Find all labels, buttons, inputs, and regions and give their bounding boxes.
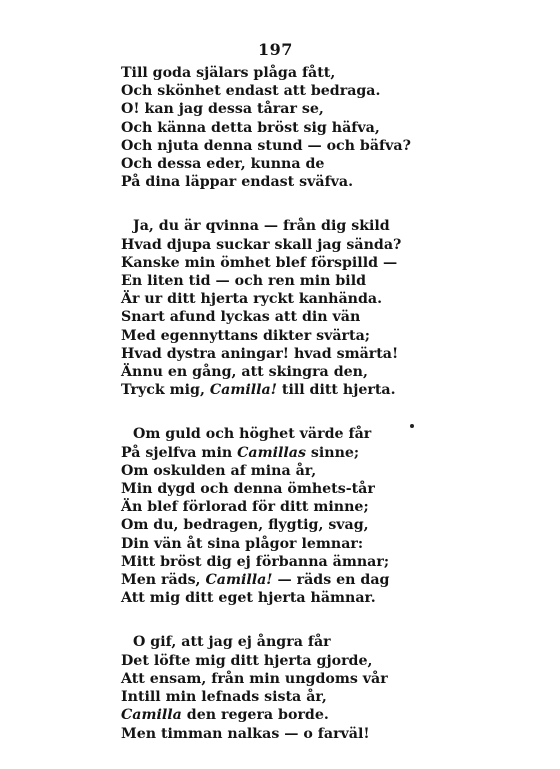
poem-line: Och dessa eder, kunna de <box>121 156 325 173</box>
poem-line: Om guld och höghet värde får <box>133 426 372 443</box>
poem-line: Min dygd och denna ömhets-tår <box>121 481 375 498</box>
poem-line: Om oskulden af mina år, <box>121 462 317 479</box>
poem <box>121 64 421 769</box>
poem-line: Snart afund lyckas att din vän <box>121 309 361 326</box>
text-run: På sjelfva min <box>121 444 238 461</box>
poem-line: Men timman nalkas — o farväl! <box>121 725 370 742</box>
text-run: Tryck mig, <box>121 382 210 399</box>
ink-speck <box>410 424 414 428</box>
text-run: — räds en dag <box>272 572 390 589</box>
poem-line: Mitt bröst dig ej förbanna ämnar; <box>121 553 390 570</box>
poem-line <box>121 571 421 589</box>
text-run: till ditt hjerta. <box>276 382 396 399</box>
text-run: den regera borde. <box>181 707 329 724</box>
poem-line: En liten tid — och ren min bild <box>121 273 366 290</box>
poem-line: Är ur ditt hjerta ryckt kanhända. <box>121 291 383 308</box>
poem-line: Och känna detta bröst sig häfva, <box>121 119 380 136</box>
text-run-italic: Camilla! <box>205 572 273 589</box>
stanza-1 <box>121 64 421 191</box>
text-run-italic: Camilla <box>121 707 182 724</box>
poem-line <box>121 381 421 399</box>
text-run: sinne; <box>305 444 360 461</box>
stanza-4 <box>121 633 421 742</box>
poem-line: Ja, du är qvinna — från dig skild <box>133 218 390 235</box>
poem-line: Till goda själars plåga fått, <box>121 65 336 81</box>
poem-line: Hvad dystra aningar! hvad smärta! <box>121 345 399 362</box>
poem-line: Kanske min ömhet blef förspilld — <box>121 254 398 271</box>
poem-line: På dina läppar endast sväfva. <box>121 174 354 191</box>
text-run: Men räds, <box>121 572 206 589</box>
stanza-3 <box>121 425 421 607</box>
text-run-italic: Camillas <box>237 444 306 461</box>
poem-line: Din vän åt sina plågor lemnar: <box>121 535 364 552</box>
poem-line: Hvad djupa suckar skall jag sända? <box>121 236 402 253</box>
poem-line: Att mig ditt eget hjerta hämnar. <box>121 590 376 607</box>
poem-line: Om du, bedragen, flygtig, svag, <box>121 517 369 534</box>
poem-line: Intill min lefnads sista år, <box>121 689 327 706</box>
stanza-2 <box>121 217 421 399</box>
poem-line: O! kan jag dessa tårar se, <box>121 101 324 118</box>
poem-line <box>121 444 421 462</box>
poem-line: Att ensam, från min ungdoms vår <box>121 670 388 687</box>
poem-line: Det löfte mig ditt hjerta gjorde, <box>121 652 373 669</box>
poem-line: Än blef förlorad för ditt minne; <box>121 499 369 516</box>
page-number: 197 <box>258 40 293 59</box>
poem-line: Med egennyttans dikter svärta; <box>121 327 370 344</box>
poem-line: Och skönhet endast att bedraga. <box>121 83 381 100</box>
poem-line: O gif, att jag ej ångra får <box>133 634 331 651</box>
poem-line: Ännu en gång, att skingra den, <box>121 364 368 381</box>
poem-line: Och njuta denna stund — och bäfva? <box>121 137 411 154</box>
text-run-italic: Camilla! <box>209 382 277 399</box>
poem-line <box>121 706 421 724</box>
